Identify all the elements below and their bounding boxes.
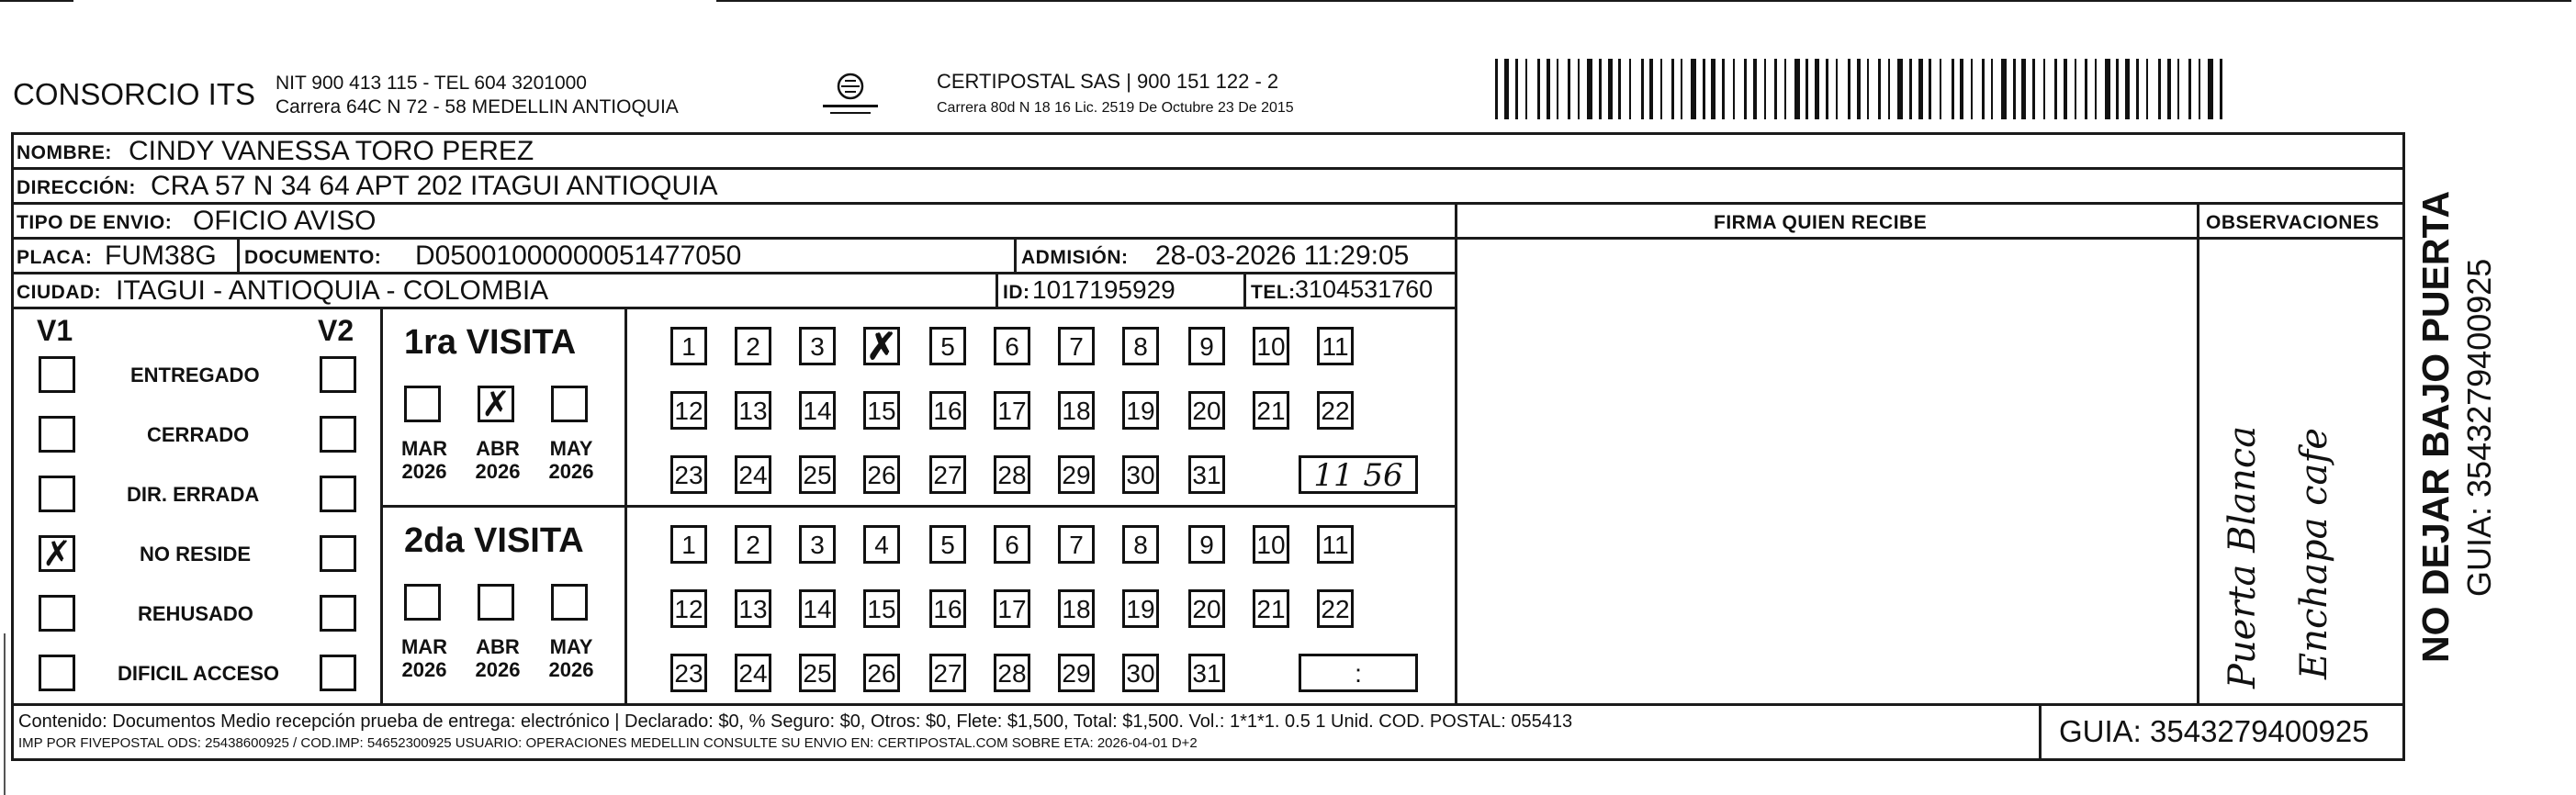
status-v2-checkbox[interactable] [320,416,356,453]
visit-time-box[interactable]: : [1299,654,1418,692]
documento-value: D05001000000051477050 [415,241,742,271]
company-name: CONSORCIO ITS [13,77,256,111]
day-box-10[interactable]: 10 [1253,327,1289,365]
day-box-1[interactable]: 1 [670,525,707,564]
month-year: 2026 [475,658,521,682]
visit-mid-line [380,505,1457,508]
month-name: MAR [400,635,448,658]
month-name: MAY [549,635,593,658]
day-box-14[interactable]: 14 [799,391,836,430]
visit-title: 2da VISITA [404,521,584,560]
handwriting-line-1: Puerta Blanca [2222,425,2264,689]
month-year: 2026 [548,658,594,682]
day-box-30[interactable]: 30 [1122,455,1159,494]
day-box-5[interactable]: 5 [929,327,966,365]
day-box-17[interactable]: 17 [994,589,1030,628]
visit-month-checkbox-may[interactable] [551,584,588,621]
day-box-13[interactable]: 13 [735,391,771,430]
visit-month-label [399,635,450,682]
license-line: Carrera 80d N 18 16 Lic. 2519 De Octubre 23 De 2015 [937,100,1294,116]
day-box-6[interactable]: 6 [994,525,1030,564]
tipo-envio-label: TIPO DE ENVIO: [17,212,173,233]
scan-artifact-top-left [0,0,73,2]
tel-label: TEL: [1251,282,1296,303]
day-box-27[interactable]: 27 [929,654,966,692]
status-label: DIR. ERRADA [127,483,260,506]
day-box-11[interactable]: 11 [1317,327,1354,365]
day-box-3[interactable]: 3 [799,525,836,564]
day-box-31[interactable]: 31 [1188,654,1225,692]
form-left-line [11,132,14,760]
scan-artifact-left [4,633,6,795]
day-box-28[interactable]: 28 [994,654,1030,692]
day-box-27[interactable]: 27 [929,455,966,494]
id-label: ID: [1003,282,1030,303]
tipo-envio-value: OFICIO AVISO [193,206,377,236]
status-v2-checkbox[interactable] [320,535,356,572]
observaciones-handwriting [2204,248,2397,698]
tel-value: 3104531760 [1295,275,1434,303]
day-box-4[interactable]: 4 [863,525,900,564]
footer-guia: GUIA: 3543279400925 [2059,714,2369,748]
day-box-4[interactable]: ✗ [863,327,900,365]
day-box-7[interactable]: 7 [1058,327,1095,365]
firma-header: FIRMA QUIEN RECIBE [1714,212,1928,233]
day-box-18[interactable]: 18 [1058,391,1095,430]
day-box-22[interactable]: 22 [1317,391,1354,430]
day-box-20[interactable]: 20 [1188,589,1225,628]
month-year: 2026 [548,460,594,484]
address-line: Carrera 64C N 72 - 58 MEDELLIN ANTIOQUIA [276,96,679,118]
day-box-22[interactable]: 22 [1317,589,1354,628]
day-box-9[interactable]: 9 [1188,327,1225,365]
id-tel-sep [1243,272,1246,307]
visit-title: 1ra VISITA [404,323,577,362]
row-line-5 [11,307,1457,309]
status-label: CERRADO [147,423,250,446]
v2-label: V2 [318,314,354,347]
status-v1-checkbox[interactable] [39,595,75,632]
obs-col-line [2197,202,2199,703]
footer-contenido: Contenido: Documentos Medio recepción prueba de entrega: electrónico | Declarado: $0, % Seguro: $0, Otros: $0, Flete: $1,500, Total: $1,500. Vol.: 1*1*1. 0.5 1 Unid. COD. POSTAL: 055413 [18,711,1573,732]
month-name: MAR [400,437,448,460]
day-box-16[interactable]: 16 [929,589,966,628]
day-box-15[interactable]: 15 [863,391,900,430]
visit-month-label [472,437,523,484]
day-box-1[interactable]: 1 [670,327,707,365]
day-box-24[interactable]: 24 [735,455,771,494]
day-box-2[interactable]: 2 [735,327,771,365]
scan-artifact-top-right [716,0,2571,2]
day-box-20[interactable]: 20 [1188,391,1225,430]
status-label: ENTREGADO [130,364,260,386]
day-box-7[interactable]: 7 [1058,525,1095,564]
month-name: ABR [476,635,520,658]
row-line-3 [11,237,1457,240]
day-box-12[interactable]: 12 [670,391,707,430]
footer-guia-sep-top [2039,703,2402,706]
status-v1-checkbox[interactable] [39,476,75,512]
visit-month-label [546,437,597,484]
placa-doc-sep [237,237,240,272]
nombre-label: NOMBRE: [17,142,112,163]
month-year: 2026 [475,460,521,484]
day-box-23[interactable]: 23 [670,455,707,494]
direccion-value: CRA 57 N 34 64 APT 202 ITAGUI ANTIOQUIA [151,171,718,201]
day-box-11[interactable]: 11 [1317,525,1354,564]
admision-value: 28-03-2026 11:29:05 [1155,241,1410,271]
day-box-9[interactable]: 9 [1188,525,1225,564]
visit-time-box[interactable]: 11 56 [1299,455,1418,494]
day-box-13[interactable]: 13 [735,589,771,628]
day-box-26[interactable]: 26 [863,654,900,692]
admision-label: ADMISIÓN: [1021,247,1129,268]
day-box-6[interactable]: 6 [994,327,1030,365]
nit-line: NIT 900 413 115 - TEL 604 3201000 [276,73,587,94]
form-top-line [11,132,2402,135]
day-box-2[interactable]: 2 [735,525,771,564]
day-box-14[interactable]: 14 [799,589,836,628]
form-bottom-line [11,758,2405,761]
v1-label: V1 [37,314,73,347]
status-label: REHUSADO [138,602,253,625]
day-box-30[interactable]: 30 [1122,654,1159,692]
month-year: 2026 [401,460,447,484]
day-box-21[interactable]: 21 [1253,589,1289,628]
day-box-25[interactable]: 25 [799,455,836,494]
form-right-line [2402,132,2405,760]
visit-month-checkbox-abr[interactable] [478,584,514,621]
status-v2-checkbox[interactable] [320,595,356,632]
observaciones-header: OBSERVACIONES [2206,212,2379,233]
direccion-label: DIRECCIÓN: [17,177,136,198]
day-box-29[interactable]: 29 [1058,654,1095,692]
visit-month-checkbox-mar[interactable] [404,584,441,621]
barcode-icon [1495,59,2222,119]
status-v2-checkbox[interactable] [320,356,356,393]
status-label: DIFICIL ACCESO [118,662,280,685]
ciudad-id-sep [996,272,998,307]
visit-month-checkbox-abr[interactable]: ✗ [478,386,514,422]
row-line-3b [1457,237,2402,240]
status-v1-checkbox[interactable]: ✗ [39,535,75,572]
day-box-10[interactable]: 10 [1253,525,1289,564]
month-name: MAY [549,437,593,460]
status-v1-checkbox[interactable] [39,655,75,691]
status-label: NO RESIDE [140,543,252,565]
row-line-2 [11,202,2402,205]
day-box-24[interactable]: 24 [735,654,771,692]
day-box-16[interactable]: 16 [929,391,966,430]
day-box-21[interactable]: 21 [1253,391,1289,430]
day-box-3[interactable]: 3 [799,327,836,365]
day-box-19[interactable]: 19 [1122,391,1159,430]
day-box-31[interactable]: 31 [1188,455,1225,494]
month-year: 2026 [401,658,447,682]
doc-admision-sep [1014,237,1017,272]
day-box-26[interactable]: 26 [863,455,900,494]
status-v2-checkbox[interactable] [320,655,356,691]
day-box-17[interactable]: 17 [994,391,1030,430]
placa-value: FUM38G [105,241,217,271]
placa-label: PLACA: [17,247,93,268]
handwriting-line-2: Enchapa cafe [2293,428,2335,679]
day-box-18[interactable]: 18 [1058,589,1095,628]
day-box-5[interactable]: 5 [929,525,966,564]
day-box-25[interactable]: 25 [799,654,836,692]
day-box-15[interactable]: 15 [863,589,900,628]
visit-month-label [399,437,450,484]
visit-month-label [546,635,597,682]
row-line-1 [11,167,2402,170]
day-box-23[interactable]: 23 [670,654,707,692]
visit-month-label [472,635,523,682]
visit-month-checkbox-mar[interactable] [404,386,441,422]
status-v1-checkbox[interactable] [39,416,75,453]
day-box-28[interactable]: 28 [994,455,1030,494]
firma-col-line [1455,202,1457,703]
id-value: 1017195929 [1032,275,1176,304]
status-v2-checkbox[interactable] [320,476,356,512]
footer-guia-sep [2039,703,2042,758]
row-line-4 [11,272,1457,274]
day-box-8[interactable]: 8 [1122,327,1159,365]
status-v1-checkbox[interactable] [39,356,75,393]
side-guia: GUIA: 3543279400925 [2460,258,2498,597]
nombre-value: CINDY VANESSA TORO PEREZ [129,136,534,166]
ciudad-value: ITAGUI - ANTIOQUIA - COLOMBIA [116,275,549,306]
certipostal-line: CERTIPOSTAL SAS | 900 151 122 - 2 [937,70,1279,93]
day-box-29[interactable]: 29 [1058,455,1095,494]
footer-imp: IMP POR FIVEPOSTAL ODS: 25438600925 / COD.IMP: 54652300925 USUARIO: OPERACIONES MEDELLIN CONSULTE SU ENVIO EN: CERTIPOSTAL.COM SOBRE ETA: 2026-04-01 D+2 [18,735,1198,751]
documento-label: DOCUMENTO: [244,247,382,268]
side-warning: NO DEJAR BAJO PUERTA [2414,190,2457,663]
visit-month-checkbox-may[interactable] [551,386,588,422]
ciudad-label: CIUDAD: [17,282,102,303]
certipostal-logo-icon [814,68,887,121]
day-box-19[interactable]: 19 [1122,589,1159,628]
day-box-12[interactable]: 12 [670,589,707,628]
month-name: ABR [476,437,520,460]
day-box-8[interactable]: 8 [1122,525,1159,564]
